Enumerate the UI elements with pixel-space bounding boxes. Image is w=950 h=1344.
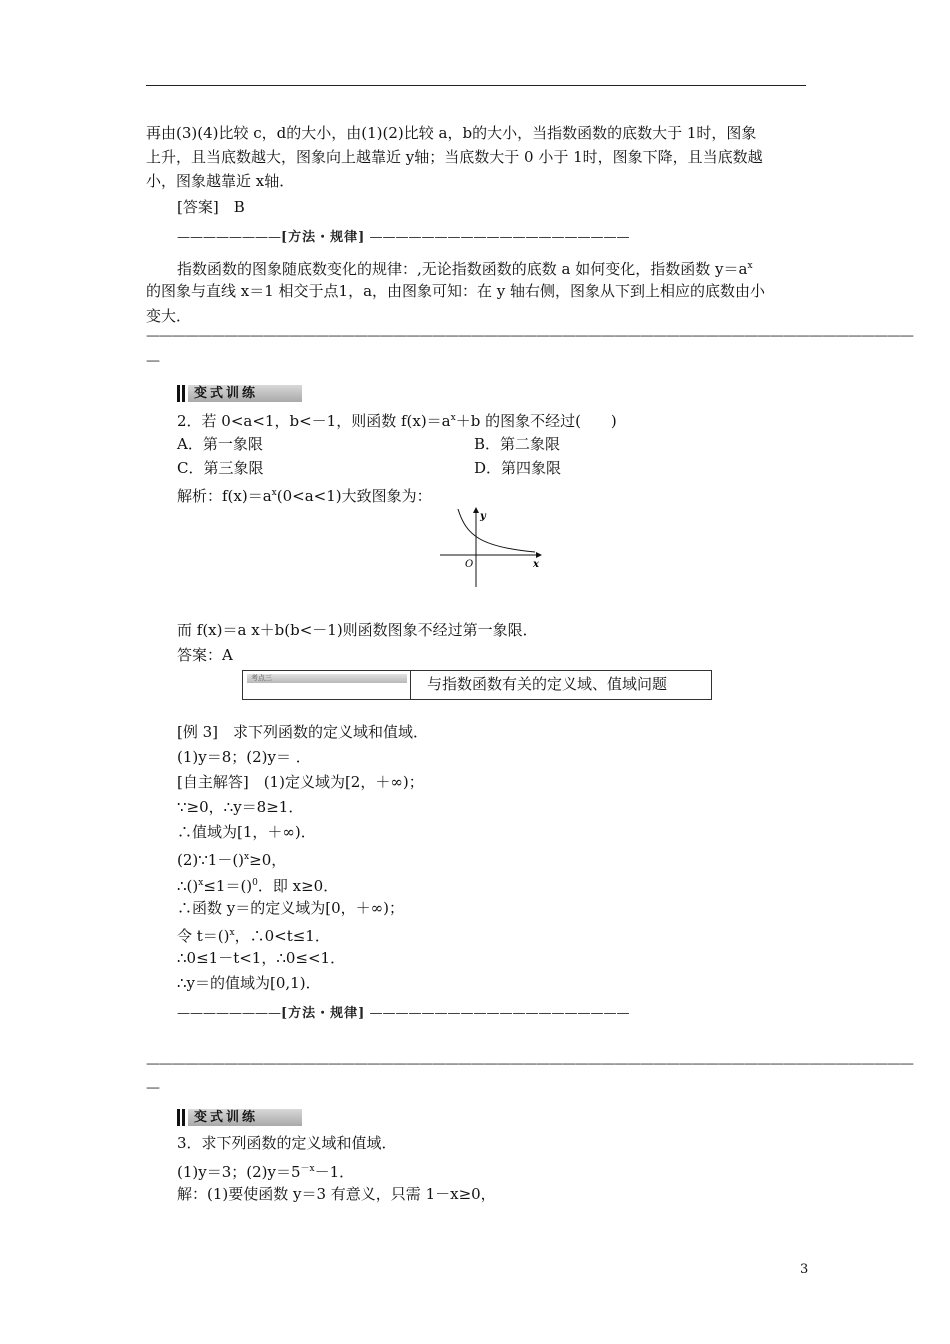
- example-line: ∴0≤1－t<1，∴0≤<1．: [177, 949, 346, 967]
- question-parts: (1)y＝3；$(2)y=5^{-x}-1$．: [177, 1163, 355, 1181]
- option-c: C．第三象限: [177, 459, 264, 477]
- answer-line: [答案] B: [177, 198, 245, 216]
- example-line: ∴y＝的值域为[0,1)．: [177, 974, 321, 992]
- option-a: A．第一象限: [177, 435, 263, 453]
- answer-blank-line: ———————————————————————————————————————————————————————————: [146, 328, 913, 344]
- header-rule: [146, 85, 806, 86]
- answer-blank-line: —: [146, 1080, 159, 1096]
- page-number: 3: [800, 1262, 809, 1277]
- example-line: ∴()$^x$≤1＝()$^0$．即 x≥0．: [177, 877, 339, 895]
- example-line: [例 3] 求下列函数的定义域和值域．: [177, 723, 429, 741]
- example-line: (2)∵1－()$^x$≥0，: [177, 851, 287, 869]
- training-badge: [177, 384, 302, 402]
- method-label: [方法・规律]: [281, 1006, 366, 1021]
- method-text: 变大．: [146, 307, 192, 325]
- method-heading: ————————[方法・规律] ————————————————————: [177, 230, 630, 245]
- paragraph-line: 小，图象越靠近 x轴．: [146, 172, 295, 190]
- training-label: 变式训练: [188, 1109, 302, 1126]
- example-line: (1)y＝8；(2)y＝ ．: [177, 748, 311, 766]
- answer-blank-line: ———————————————————————————————————————————————————————————: [146, 1056, 913, 1072]
- y-axis-arrow: [473, 507, 479, 513]
- y-label: y: [480, 511, 486, 522]
- paragraph-line: 上升，且当底数越大，图象向上越靠近 y轴；当底数大于 0 小于 1时，图象下降，且当底数越: [146, 148, 763, 166]
- method-label: [方法・规律]: [281, 230, 366, 245]
- conclusion-line: 而 f(x)＝a x＋b(b<－1)则函数图象不经过第一象限．: [177, 621, 538, 639]
- answer-line: 答案：A: [177, 646, 233, 664]
- example-line: [自主解答] (1)定义域为[2，＋∞)；: [177, 773, 424, 791]
- origin-label: O: [465, 559, 474, 570]
- topic-tag: 考点三: [247, 674, 407, 683]
- paragraph-line: 再由(3)(4)比较 c，d的大小，由(1)(2)比较 a，b的大小，当指数函数的底数大于 1时，图象: [146, 124, 757, 142]
- exponential-graph: [440, 505, 550, 590]
- method-heading: ————————[方法・规律] ————————————————————: [177, 1006, 630, 1021]
- answer-blank-line: —: [146, 353, 159, 369]
- example-line: ∴函数 y＝的定义域为[0，＋∞)；: [177, 899, 404, 917]
- example-line: ∵≥0，∴y＝8≥1．: [177, 798, 304, 816]
- training-badge: [177, 1108, 302, 1126]
- solution-line: 解：(1)要使函数 y＝3 有意义，只需 1－x≥0，: [177, 1185, 496, 1203]
- method-text: 指数函数的图象随底数变化的规律：,无论指数函数的底数 a 如何变化，指数函数 $y=a^x$: [177, 260, 753, 278]
- topic-title: 与指数函数有关的定义域、值域问题: [427, 675, 668, 693]
- question-stem: 2．若 0<a<1，b<－1，则函数 $f(x)=a^x+b$ 的图象不经过( ): [177, 412, 617, 430]
- example-line: ∴值域为[1，＋∞)．: [177, 823, 316, 841]
- question-stem: 3．求下列函数的定义域和值域．: [177, 1134, 397, 1152]
- topic-box: [242, 670, 712, 700]
- curve: [458, 509, 535, 552]
- option-d: D．第四象限: [474, 459, 562, 477]
- analysis-line: 解析：$f(x)=a^x(0<a<1)$大致图象为：: [177, 487, 432, 505]
- method-text: 的图象与直线 x＝1 相交于点1，a，由图象可知：在 y 轴右侧，图象从下到上相应的底数由小: [146, 282, 766, 300]
- x-axis-arrow: [536, 552, 542, 558]
- x-label: x: [533, 559, 539, 570]
- example-line: 令 t＝()$^x$，∴0<t≤1．: [177, 927, 330, 945]
- option-b: B．第二象限: [474, 435, 561, 453]
- training-label: 变式训练: [188, 385, 302, 402]
